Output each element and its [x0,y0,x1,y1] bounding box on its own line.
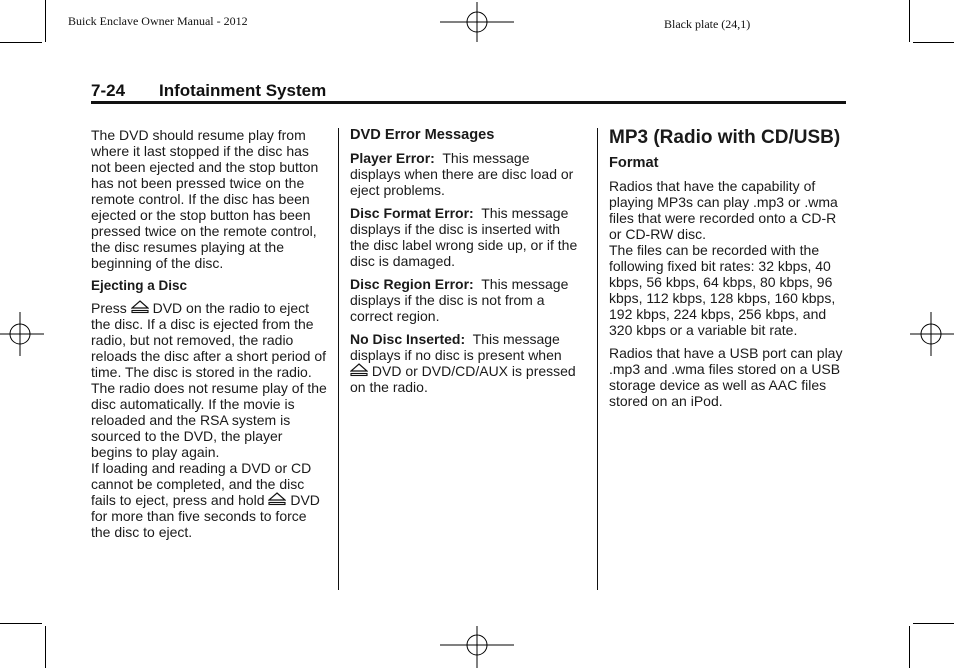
section-title: Infotainment System [159,81,327,100]
header-rule [91,101,846,104]
eject-paragraph: Press DVD on the radio to eject the disc. If a disc is ejected from the radio, but not removed, the radio reloads the disc after a short period of time. The disc is stored in the radio. The radio does not resume play of the disc automatically. If the movie is reloaded and the RSA system is sourced to the DVD, the player begins to play again. [91,300,327,460]
player-error-paragraph: Player Error: This message displays when there are disc load or eject problems. [350,150,574,198]
dvd-error-heading: DVD Error Messages [350,127,495,143]
resume-paragraph: The DVD should resume play from where it last stopped if the disc has not been ejected and the stop button has not been pressed twice on the remote control. If the disc has been ejected or the stop button has been pressed twice on the remote control, the disc resumes playing at the beginning of the disc. [91,127,319,271]
disc-format-error-paragraph: Disc Format Error: This message displays if the disc is inserted with the disc label wrong side up, or if the disc is damaged. [350,205,578,269]
eject-icon [350,363,368,377]
no-disc-paragraph: No Disc Inserted: This message displays if no disc is present when DVD or DVD/CD/AUX is pressed on the radio. [350,331,576,395]
manual-title: Buick Enclave Owner Manual - 2012 [68,14,248,28]
ejecting-heading: Ejecting a Disc [91,278,188,293]
column-3 [609,127,849,416]
crop-mark-bottom-left-v [45,626,46,668]
mp3-heading: MP3 (Radio with CD/USB) [609,127,841,148]
capability-paragraph: Radios that have the capability of playing MP3s can play .mp3 or .wma files that were recorded onto a CD-R or CD-RW disc. [609,178,838,242]
registration-mark-icon [440,0,514,44]
crop-mark-top-left-h [0,42,42,43]
page-number: 7-24 [91,81,126,100]
registration-mark-icon [0,312,44,356]
usb-paragraph: Radios that have a USB port can play .mp3 and .wma files stored on a USB storage device as well as AAC files stored on an iPod. [609,345,843,409]
eject-fail-paragraph: If loading and reading a DVD or CD cannot be completed, and the disc fails to eject, press and hold DVD for more than five seconds to force the disc to eject. [91,460,320,540]
eject-icon [268,492,286,506]
crop-mark-top-right-h [913,42,954,43]
format-heading: Format [609,155,659,171]
bitrate-paragraph: The files can be recorded with the following fixed bit rates: 32 kbps, 40 kbps, 56 kbps, 64 kbps, 80 kbps, 96 kbps, 112 kbps, 128 kbps, 160 kbps, 192 kbps, 224 kbps, 256 kbps, and 320 kbps or a variable bit rate. [609,242,836,338]
registration-mark-icon [910,312,954,356]
column-divider-2 [597,128,598,590]
disc-region-error-paragraph: Disc Region Error: This message displays if the disc is not from a correct region. [350,276,569,324]
crop-mark-top-right-v [909,0,910,42]
plate-label: Black plate (24,1) [664,17,751,31]
section-header [91,81,845,101]
column-2 [350,127,582,402]
crop-mark-top-left-v [45,0,46,42]
eject-icon [131,300,149,314]
column-1 [91,127,327,547]
registration-mark-icon [440,624,514,668]
crop-mark-bottom-right-v [909,626,910,668]
column-divider-1 [338,128,339,590]
crop-mark-bottom-left-h [0,623,42,624]
crop-mark-bottom-right-h [913,623,954,624]
